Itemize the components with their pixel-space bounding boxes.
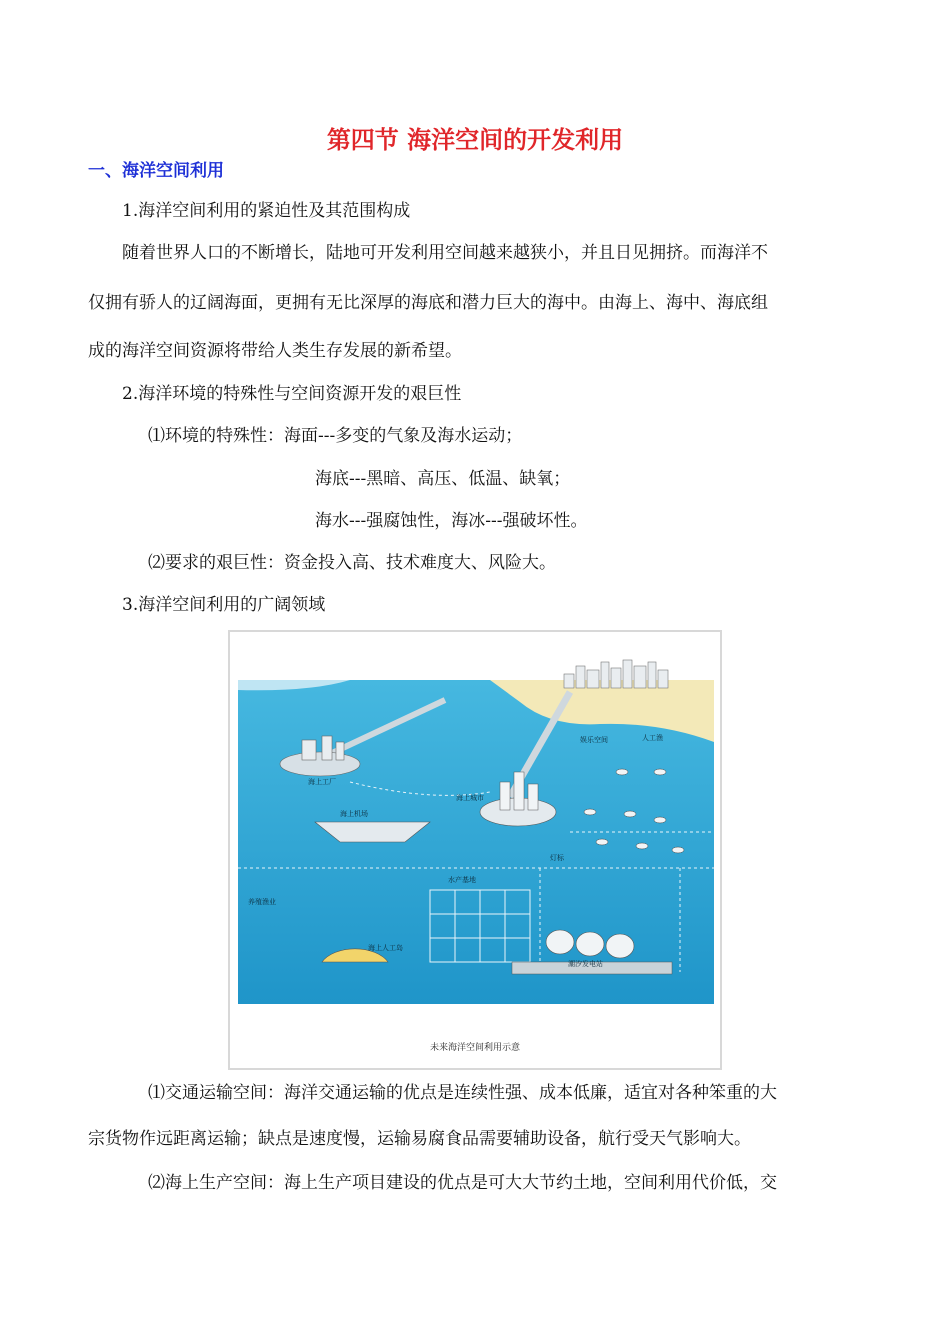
paragraph-line: ⑵海上生产空间：海上生产项目建设的优点是可大大节约土地，空间利用代价低，交	[148, 1173, 777, 1193]
paragraph-line: ⑴交通运输空间：海洋交通运输的优点是连续性强、成本低廉，适宜对各种笨重的大	[148, 1083, 777, 1103]
page-title: 第四节 海洋空间的开发利用	[326, 126, 624, 154]
paragraph-line: 成的海洋空间资源将带给人类生存发展的新希望。	[88, 341, 462, 361]
label-city: 海上城市	[456, 794, 484, 802]
power-station-icon	[546, 930, 634, 958]
label-aquaculture: 水产基地	[448, 876, 476, 884]
environment-line: 海水---强腐蚀性，海冰---强破坏性。	[315, 511, 588, 531]
label-island: 海上人工岛	[368, 944, 403, 952]
subheading-2: 2.海洋环境的特殊性与空间资源开发的艰巨性	[122, 384, 462, 404]
factory-icon	[280, 752, 360, 776]
figure-caption: 未来海洋空间利用示意	[429, 1043, 520, 1053]
ocean-space-figure	[228, 630, 722, 1070]
label-entertainment: 娱乐空间	[580, 736, 608, 744]
label-power: 潮汐发电站	[568, 960, 603, 968]
label-factory: 海上工厂	[308, 778, 336, 786]
label-airport: 海上机场	[340, 810, 368, 818]
paragraph-line: 宗货物作远距离运输；缺点是速度慢，运输易腐食品需要辅助设备，航行受天气影响大。	[88, 1129, 751, 1149]
environment-line: 海底---黑暗、高压、低温、缺氧；	[315, 469, 571, 489]
section-heading: 一、海洋空间利用	[88, 161, 224, 181]
sea-area	[238, 680, 714, 1004]
subheading-3: 3.海洋空间利用的广阔领域	[122, 595, 326, 615]
ocean-illustration	[230, 632, 720, 1032]
label-fishery-artificial: 人工渔	[642, 734, 663, 742]
environment-line: ⑴环境的特殊性：海面---多变的气象及海水运动；	[148, 426, 523, 446]
label-lighthouse: 灯标	[550, 854, 564, 862]
label-fishery: 养殖渔业	[248, 898, 276, 906]
paragraph-line: 随着世界人口的不断增长，陆地可开发利用空间越来越狭小，并且日见拥挤。而海洋不	[122, 243, 768, 263]
requirement-line: ⑵要求的艰巨性：资金投入高、技术难度大、风险大。	[148, 553, 556, 573]
subheading-1: 1.海洋空间利用的紧迫性及其范围构成	[122, 201, 411, 221]
paragraph-line: 仅拥有骄人的辽阔海面，更拥有无比深厚的海底和潜力巨大的海中。由海上、海中、海底组	[88, 293, 768, 313]
